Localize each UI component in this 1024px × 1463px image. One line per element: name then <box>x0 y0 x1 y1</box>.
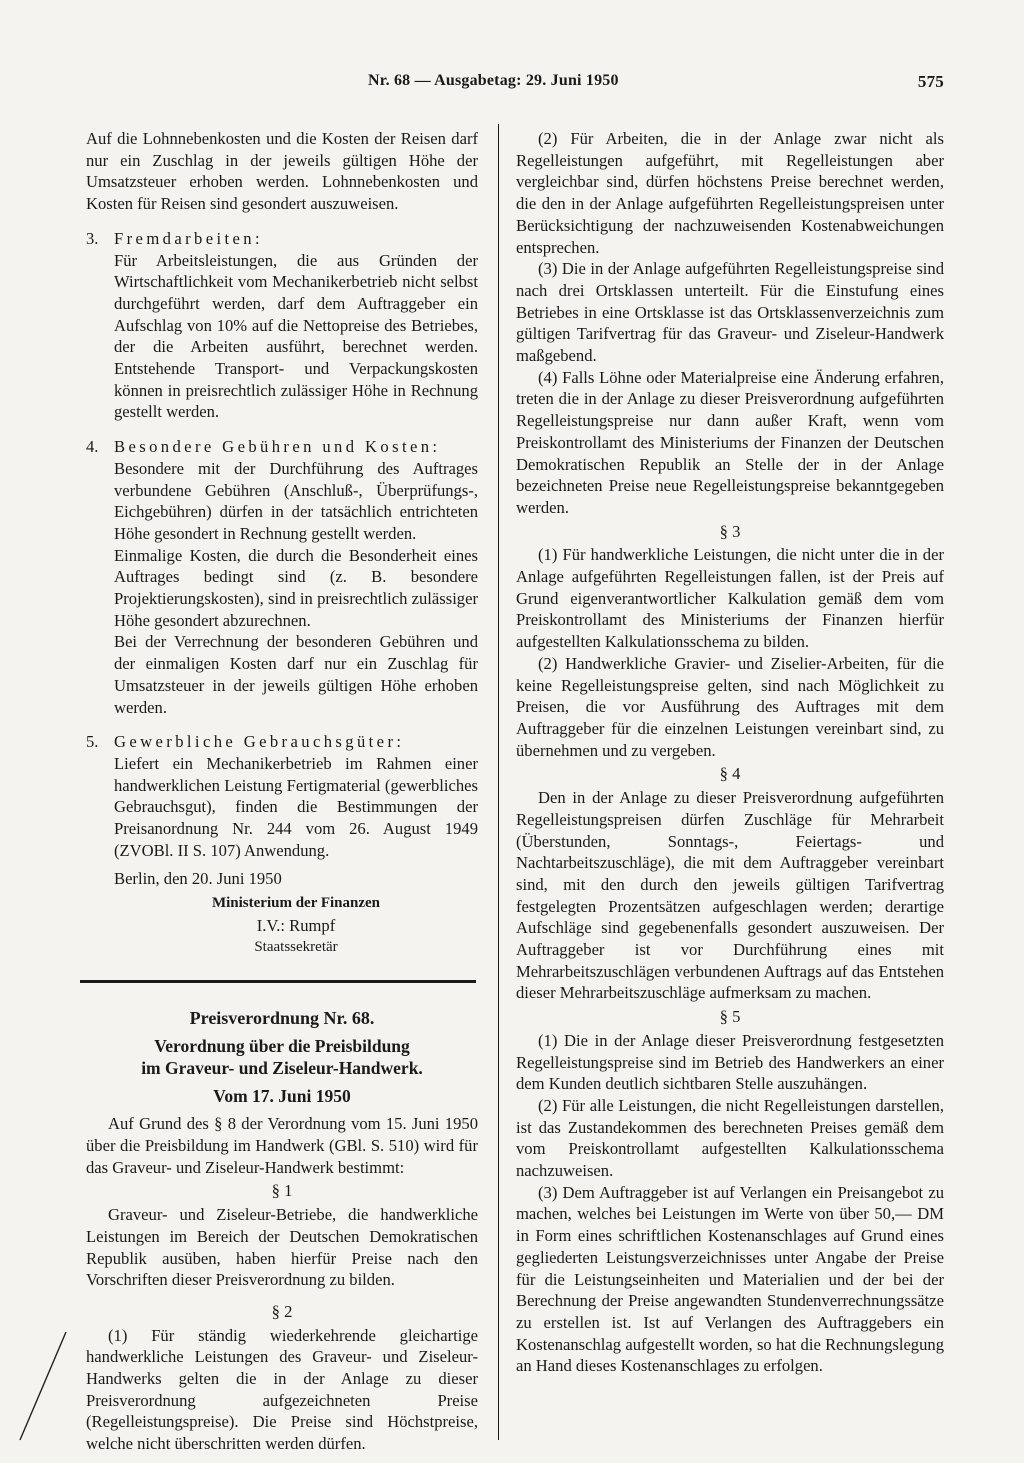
section-5-sign: § 5 <box>719 1007 741 1027</box>
section-2-text: (1) Für ständig wiederkehrende gleichartige handwerkliche Leistungen des Graveur- und Ziseleur-Handwerks gelten die in der Anlage zu dieser Preisverordnung aufgezeichneten Preise (Regelleistungspreise). Die Preise sind Höchstpreise, welche nicht überschritten werden dürfen. <box>86 1325 478 1454</box>
section-2-para-3: (3) Die in der Anlage aufgeführten Regelleistungspreise sind nach drei Ortsklassen unterteilt. Für die Einstufung eines Betriebes in eine Ortsklasse ist das Ortsklassenverzeichnis zum gültigen Tarifvertrag für das Graveur- und Ziseleur-Handwerk maßgebend. <box>516 259 944 366</box>
section-5-para-3: (3) Dem Auftraggeber ist auf Verlangen ein Preisangebot zu machen, welches bei Leistungen im Werte von über 50,— DM in Form eines schriftlichen Kostenanschlages auf Grund eines gegliederten Leistungsverzeichnisses unter Angabe der Preise für die Leistungseinheiten und Materialien und der bei der Berechnung der Preise angewandten Stundenverrechnungssätze zu erstellen ist. Ist auf Verlangen des Auftraggebers ein Kostenanschlag aufgestellt worden, so hat die Rechnungslegung an Hand dieses Kostenanschlages zu erfolgen. <box>516 1182 944 1376</box>
pen-stroke-mark <box>14 1328 70 1446</box>
signature-role: Staatssekretär <box>254 938 338 955</box>
section-3-para-1: (1) Für handwerkliche Leistungen, die nicht unter die in der Anlage aufgeführten Regelleistungen fallen, ist der Preis auf Grund eigenverantwortlicher Kalkulation gemäß dem vom Preiskontrollamt des Ministeriums der Finanzen hierfür aufgestellten Kalkulationsschema zu bilden. <box>516 545 944 652</box>
item-text: Besondere mit der Durchführung des Auftrages verbundene Gebühren (Anschluß-, Überprüfungs-, Eichgebühren) dürfen in der tatsächlich entrichteten Höhe gesondert in Rechnung gestellt werden. <box>114 458 478 543</box>
section-4-text: Den in der Anlage zu dieser Preisverordnung aufgeführten Regelleistungspreisen dürfen Zuschläge für Mehrarbeit (Überstunden, Sonntags-, Feiertags- und Nachtarbeitszuschläge), die mit dem Auftraggeber vereinbart sind, mit den durch den jeweils gültigen Tarifvertrag festgelegten Prozentsätzen aufgeschlagen werden; derartige Aufschläge sind gegebenenfalls gesondert auszuweisen. Der Auftraggeber ist vor Durchführung eines mit Mehrarbeitszuschlägen verbundenen Auftrags auf das Entstehen dieser Mehrarbeitszuschläge aufmerksam zu machen. <box>516 788 944 1003</box>
section-1-sign: § 1 <box>271 1181 293 1201</box>
left-column <box>86 128 478 1455</box>
section-4-sign: § 4 <box>719 764 741 784</box>
page-header <box>80 72 944 96</box>
signature-block <box>114 893 478 958</box>
section-2-sign: § 2 <box>271 1301 293 1321</box>
item-4 <box>86 436 478 718</box>
section-1-text: Graveur- und Ziseleur-Betriebe, die handwerkliche Leistungen im Bereich der Deutschen Demokratischen Republik ausüben, haben hierfür Preise nach den Vorschriften dieser Preisverordnung zu bilden. <box>86 1205 478 1290</box>
section-5-para-2: (2) Für alle Leistungen, die nicht Regelleistungen darstellen, ist das Zustandekommen des berechneten Preises gemäß dem vom Preiskontrollamt aufgestellten Kalkulationsschema nachzuweisen. <box>516 1095 944 1181</box>
issue-line: Nr. 68 — Ausgabetag: 29. Juni 1950 <box>368 72 619 89</box>
section-5-para-1: (1) Die in der Anlage dieser Preisverordnung festgesetzten Regelleistungspreise sind im Betrieb des Handwerkers an einer dem Kunden deutlich sichtbaren Stelle auszuhängen. <box>516 1030 944 1094</box>
page-number: 575 <box>917 72 944 91</box>
item-text: Liefert ein Mechanikerbetrieb im Rahmen einer handwerklichen Leistung Fertigmaterial (gewerbliches Gebrauchsgut), finden die Bestimmungen der Preisanordnung Nr. 244 vom 26. August 1949 (ZVOBl. II S. 107) Anwendung. <box>114 753 478 860</box>
item-heading: Besondere Gebühren und Kosten: <box>114 437 441 457</box>
item-number: 3. <box>86 228 99 248</box>
place-date: Berlin, den 20. Juni 1950 <box>114 868 282 888</box>
item-5 <box>86 731 478 958</box>
section-2-para-2: (2) Für Arbeiten, die in der Anlage zwar nicht als Regelleistungen aufgeführt, mit Regelleistungen aber vergleichbar sind, dürfen höchstens Preise berechnet werden, die den in der Anlage aufgeführten Regelleistungspreisen unter Berücksichtigung der nachzuweisenden Kostenabweichungen entsprechen. <box>516 129 944 257</box>
signature-signer: I.V.: Rumpf <box>256 915 336 935</box>
item-text: Für Arbeitsleistungen, die aus Gründen der Wirtschaftlichkeit vom Mechanikerbetrieb nicht selbst durchgeführt werden, darf dem Auftraggeber ein Aufschlag von 10% auf die Nettopreise des Betriebes, der die Arbeiten ausführt, berechnet werden. Entstehende Transport- und Verpackungskosten können in preisrechtlich zulässiger Höhe in Rechnung gestellt werden. <box>114 250 478 422</box>
item-3 <box>86 228 478 423</box>
section-3-sign: § 3 <box>719 521 741 541</box>
signature-ministry: Ministerium der Finanzen <box>211 895 381 912</box>
column-divider <box>498 124 499 1440</box>
section-2-para-4: (4) Falls Löhne oder Materialpreise eine Änderung erfahren, treten die in der Anlage zu dieser Preisverordnung aufgeführten Regelleistungspreise nur dann außer Kraft, wenn vom Preiskontrollamt des Ministeriums der Finanzen der Deutschen Demokratischen Republik an Stelle der in der Anlage bezeichneten Preise neue Regelleistungspreise bekanntgegeben werden. <box>516 367 944 517</box>
item-number: 4. <box>86 437 99 457</box>
item-number: 5. <box>86 732 99 752</box>
decree-title: Preisverordnung Nr. 68. <box>189 1008 375 1029</box>
decree-date: Vom 17. Juni 1950 <box>213 1086 351 1107</box>
item-heading: Fremdarbeiten: <box>114 228 263 248</box>
item-heading: Gewerbliche Gebrauchsgüter: <box>114 732 405 752</box>
decree-preamble: Auf Grund des § 8 der Verordnung vom 15. Juni 1950 über die Preisbildung im Handwerk (GBl. S. 510) wird für das Graveur- und Ziseleur-Handwerk bestimmt: <box>86 1114 478 1177</box>
decree-subtitle-2: im Graveur- und Ziseleur-Handwerk. <box>141 1058 423 1079</box>
section-3-para-2: (2) Handwerkliche Gravier- und Ziselier-Arbeiten, für die keine Regelleistungspreise gelten, sind nach Möglichkeit zu Preisen, die vor Ausführung des Auftrages mit dem Auftraggeber für die einzelnen Leistungen vereinbart sind, zu übernehmen und zu vergeben. <box>516 653 944 760</box>
right-column <box>516 128 944 1377</box>
section-rule <box>80 980 476 983</box>
intro-paragraph: Auf die Lohnnebenkosten und die Kosten der Reisen darf nur ein Zuschlag in der jeweils gültigen Höhe der Umsatzsteuer erhoben werden. Lohnnebenkosten und Kosten für Reisen sind gesondert auszuweisen. <box>86 129 478 214</box>
item-text: Einmalige Kosten, die durch die Besonderheit eines Auftrages bedingt sind (z. B. besondere Projektierungskosten), sind in preisrechtlich zulässiger Höhe gesondert abzurechnen. <box>114 545 478 630</box>
decree-subtitle-1: Verordnung über die Preisbildung <box>154 1036 410 1057</box>
item-text: Bei der Verrechnung der besonderen Gebühren und der einmaligen Kosten darf nur ein Zuschlag für Umsatzsteuer in der jeweils gültigen Höhe erhoben werden. <box>114 632 478 717</box>
